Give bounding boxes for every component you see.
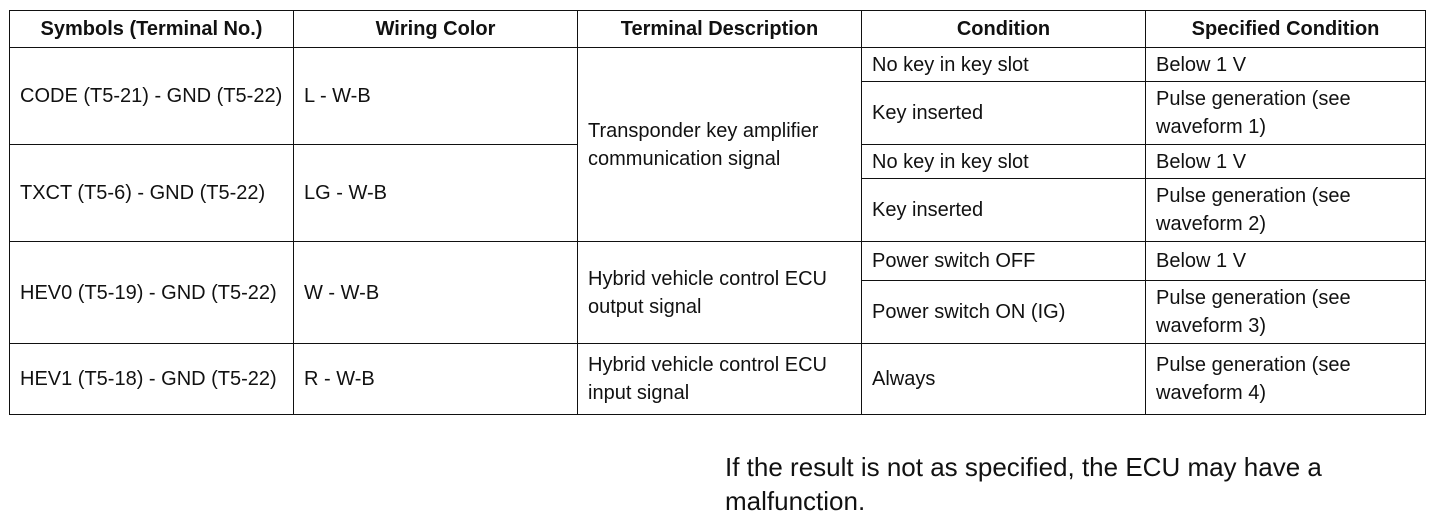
symbol-cell: HEV1 (T5-18) - GND (T5-22) — [10, 344, 294, 415]
symbol-cell: TXCT (T5-6) - GND (T5-22) — [10, 145, 294, 242]
header-specified-condition: Specified Condition — [1146, 11, 1426, 48]
wiring-color-cell: W - W-B — [294, 242, 578, 344]
specified-condition-cell: Below 1 V — [1146, 242, 1426, 281]
specified-condition-cell: Below 1 V — [1146, 48, 1426, 82]
symbol-cell: CODE (T5-21) - GND (T5-22) — [10, 48, 294, 145]
header-condition: Condition — [862, 11, 1146, 48]
wiring-color-cell: LG - W-B — [294, 145, 578, 242]
condition-cell: Key inserted — [862, 179, 1146, 242]
specified-condition-cell: Below 1 V — [1146, 145, 1426, 179]
description-cell: Hybrid vehicle control ECU output signal — [578, 242, 862, 344]
condition-cell: Key inserted — [862, 82, 1146, 145]
header-wiring-color: Wiring Color — [294, 11, 578, 48]
header-terminal-description: Terminal Description — [578, 11, 862, 48]
table-row — [10, 242, 1426, 281]
specified-condition-cell: Pulse generation (see waveform 1) — [1146, 82, 1426, 145]
wiring-color-cell: R - W-B — [294, 344, 578, 415]
specified-condition-cell: Pulse generation (see waveform 3) — [1146, 281, 1426, 344]
condition-cell: No key in key slot — [862, 145, 1146, 179]
symbol-cell: HEV0 (T5-19) - GND (T5-22) — [10, 242, 294, 344]
specified-condition-cell: Pulse generation (see waveform 2) — [1146, 179, 1426, 242]
malfunction-note: If the result is not as specified, the ECU may have a malfunction. — [725, 452, 1322, 516]
condition-cell: No key in key slot — [862, 48, 1146, 82]
condition-cell: Always — [862, 344, 1146, 415]
condition-cell: Power switch OFF — [862, 242, 1146, 281]
description-cell: Transponder key amplifier communication signal — [578, 48, 862, 242]
table-header-row — [10, 11, 1426, 48]
table-row — [10, 344, 1426, 415]
condition-cell: Power switch ON (IG) — [862, 281, 1146, 344]
table-row — [10, 48, 1426, 82]
wiring-color-cell: L - W-B — [294, 48, 578, 145]
specified-condition-cell: Pulse generation (see waveform 4) — [1146, 344, 1426, 415]
description-cell: Hybrid vehicle control ECU input signal — [578, 344, 862, 415]
header-symbols: Symbols (Terminal No.) — [10, 11, 294, 48]
terminal-spec-table — [9, 10, 1426, 415]
